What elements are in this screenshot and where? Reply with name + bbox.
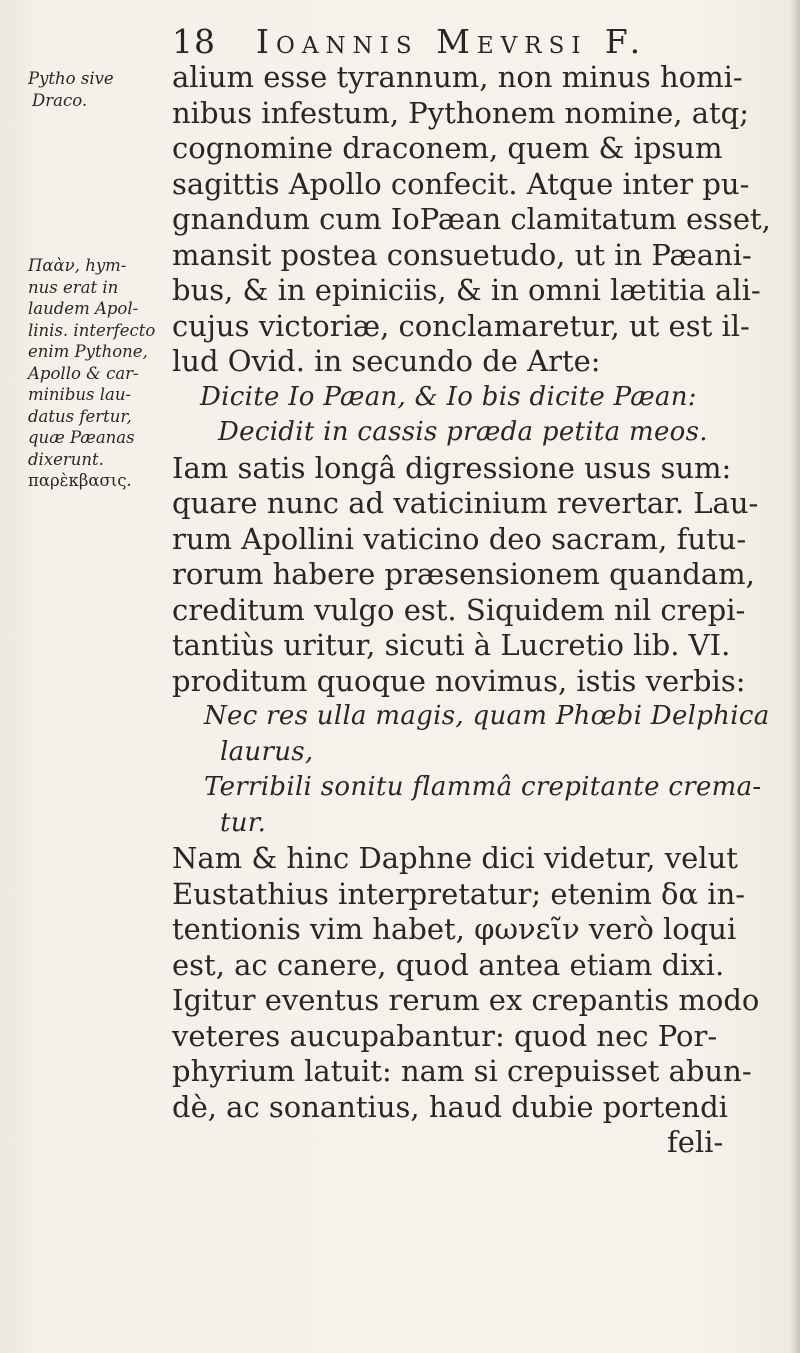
text-line: bus, & in epiniciis, & in omni lætitia ali- — [172, 273, 761, 307]
verse-line: Dicite Io Pæan, & Io bis dicite Pæan: — [200, 381, 697, 412]
body-text — [172, 60, 772, 1161]
margin-note-line: παρὲκβασις. — [28, 471, 132, 490]
text-line: quare nunc ad vaticinium revertar. Lau- — [172, 486, 759, 520]
text-line: sagittis Apollo confecit. Atque inter pu- — [172, 166, 750, 201]
text-line: tantiùs uritur, sicuti à Lucretio lib. VI. — [172, 628, 731, 662]
margin-note-line: quæ Pæanas — [28, 428, 135, 447]
text-line: nibus infestum, Pythonem nomine, atq; — [172, 95, 749, 130]
text-line: phyrium latuit: nam si crepuisset abun- — [172, 1054, 752, 1088]
text-line: cujus victoriæ, conclamaretur, ut est il- — [172, 308, 750, 343]
page-header — [0, 14, 800, 64]
margin-note-line: Pytho sive — [28, 69, 114, 88]
margin-note-line: enim Pythone, — [28, 342, 148, 361]
text-line: Eustathius interpretatur; etenim δα in- — [172, 876, 746, 911]
verse-line: Decidit in cassis præda petita meos. — [218, 417, 708, 447]
text-line: rum Apollini vaticino deo sacram, futu- — [172, 521, 747, 556]
margin-note-pytho — [28, 68, 178, 111]
text-line: rorum habere præsensionem quandam, — [172, 557, 755, 591]
margin-note-line: datus fertur, — [28, 406, 132, 426]
text-line: alium esse tyrannum, non minus homi- — [172, 60, 743, 94]
margin-note-line: Draco. — [32, 90, 88, 110]
text-line: lud Ovid. in secundo de Arte: — [172, 344, 601, 378]
text-line: veteres aucupabantur: quod nec Por- — [172, 1018, 718, 1053]
running-head: Ioannis Mevrsi F. — [256, 22, 648, 61]
text-line: Nam & hinc Daphne dici videtur, velut — [172, 841, 738, 875]
text-line: creditum vulgo est. Siquidem nil crepi- — [172, 592, 746, 627]
verse-line: laurus, — [220, 736, 314, 767]
margin-note-line: dixerunt. — [28, 449, 104, 469]
text-line: proditum quoque novimus, istis verbis: — [172, 663, 746, 698]
verse-line: Terribili sonitu flammâ crepitante crema- — [204, 772, 762, 802]
verse-line: Nec res ulla magis, quam Phœbi Delphica — [204, 701, 770, 731]
text-line: Igitur eventus rerum ex crepantis modo — [172, 983, 760, 1017]
text-line: Iam satis longâ digressione usus sum: — [172, 450, 732, 485]
text-line: cognomine draconem, quem & ipsum — [172, 131, 723, 165]
text-line: dè, ac sonantius, haud dubie portendi — [172, 1089, 728, 1124]
margin-note-paean — [28, 255, 178, 492]
verse-line: tur. — [220, 807, 267, 838]
margin-note-line: nus erat in — [28, 277, 119, 297]
margin-note-line: Παὰν, hym- — [28, 256, 127, 275]
text-line: mansit postea consuetudo, ut in Pæani- — [172, 237, 752, 272]
text-line: tentionis vim habet, φωνεῖν verò loqui — [172, 912, 737, 946]
margin-note-line: laudem Apol- — [28, 299, 139, 318]
margin-note-line: minibus lau- — [28, 385, 132, 404]
margin-note-line: Apollo & car- — [28, 363, 139, 383]
page-number: 18 — [172, 22, 216, 61]
margin-note-line: linis. interfecto — [28, 320, 156, 340]
text-line: gnandum cum IoPæan clamitatum esset, — [172, 202, 771, 236]
text-line: est, ac canere, quod antea etiam dixi. — [172, 947, 725, 982]
catchword: feli- — [667, 1125, 724, 1159]
page-edge-shadow — [790, 0, 800, 1353]
